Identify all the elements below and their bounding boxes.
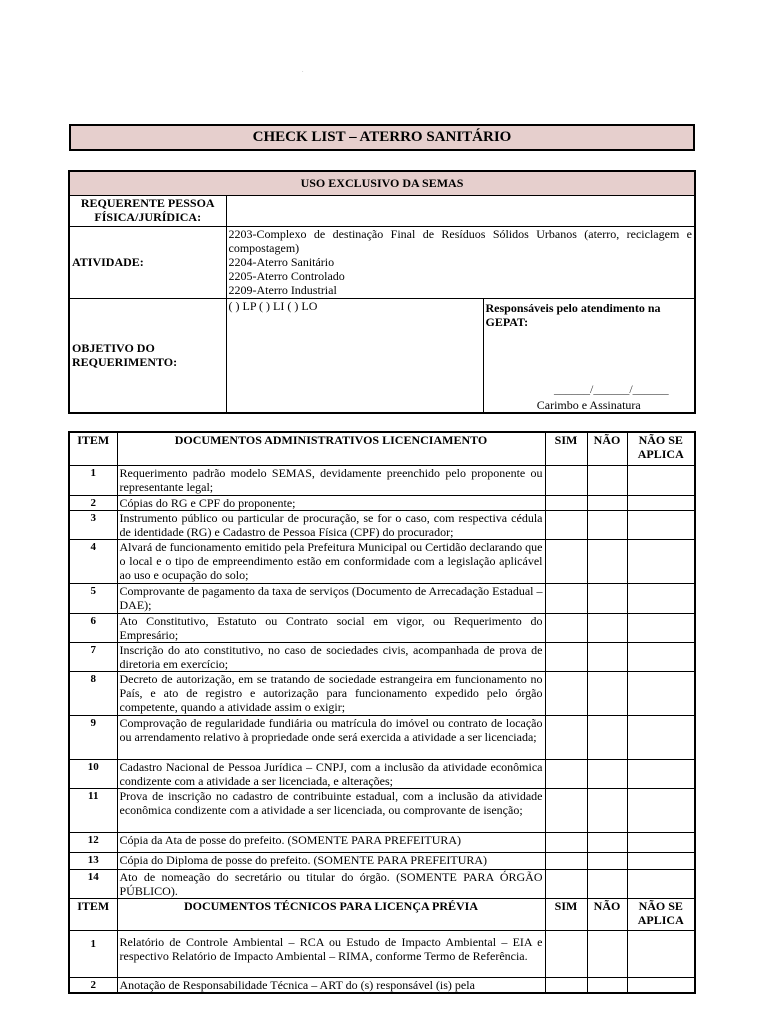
- semas-section-title: USO EXCLUSIVO DA SEMAS: [69, 171, 695, 195]
- col-item-header: ITEM: [69, 432, 117, 465]
- table-row: [69, 832, 695, 852]
- table-row: [69, 510, 695, 539]
- na-checkbox[interactable]: [627, 510, 695, 539]
- row-text: Ato de nomeação do secretário ou titular do órgão. (SOMENTE PARA ÓRGÃO PÚBLICO).: [117, 869, 545, 898]
- sim-checkbox[interactable]: [545, 583, 587, 613]
- col-na-header: NÃO SE APLICA: [627, 898, 695, 930]
- sim-checkbox[interactable]: [545, 832, 587, 852]
- row-text: Decreto de autorização, em se tratando de sociedade estrangeira em funcionamento no País, e ato de registro e autorização para funcionamento expedido pelo órgão competente, quando a atividade assim o exigir;: [117, 671, 545, 715]
- na-checkbox[interactable]: [627, 495, 695, 510]
- na-checkbox[interactable]: [627, 613, 695, 642]
- table-row: [69, 495, 695, 510]
- na-checkbox[interactable]: [627, 759, 695, 788]
- na-checkbox[interactable]: [627, 715, 695, 759]
- row-number: 10: [69, 759, 117, 788]
- row-number: 6: [69, 613, 117, 642]
- row-text: Alvará de funcionamento emitido pela Prefeitura Municipal ou Certidão declarando que o local e o tipo de empreendimento estão em conformidade com a legislação aplicável ao uso e ocupação do solo;: [117, 539, 545, 583]
- col-admin-title-header: DOCUMENTOS ADMINISTRATIVOS LICENCIAMENTO: [117, 432, 545, 465]
- table-row: [69, 465, 695, 495]
- table-row: [69, 788, 695, 832]
- scan-artifact-dot: .: [302, 68, 304, 74]
- requerente-field[interactable]: [226, 195, 695, 226]
- col-sim-header: SIM: [545, 432, 587, 465]
- row-text: Relatório de Controle Ambiental – RCA ou Estudo de Impacto Ambiental – EIA e respectivo Relatório de Impacto Ambiental – RIMA, conforme Termo de Referência.: [117, 930, 545, 977]
- table-row: [69, 613, 695, 642]
- row-text: Instrumento público ou particular de procuração, se for o caso, com respectiva cédula de identidade (RG) e Cadastro de Pessoa Física (CPF) do procurador;: [117, 510, 545, 539]
- na-checkbox[interactable]: [627, 977, 695, 993]
- documents-table: [68, 431, 696, 994]
- sim-checkbox[interactable]: [545, 852, 587, 869]
- sim-checkbox[interactable]: [545, 510, 587, 539]
- table-row: [69, 930, 695, 977]
- na-checkbox[interactable]: [627, 788, 695, 832]
- sim-checkbox[interactable]: [545, 642, 587, 671]
- sim-checkbox[interactable]: [545, 977, 587, 993]
- nao-checkbox[interactable]: [587, 788, 627, 832]
- atividade-label: ATIVIDADE:: [69, 226, 226, 298]
- table-row: [69, 583, 695, 613]
- row-text: Cópia do Diploma de posse do prefeito. (SOMENTE PARA PREFEITURA): [117, 852, 545, 869]
- date-placeholder[interactable]: ______/______/______: [554, 381, 669, 396]
- nao-checkbox[interactable]: [587, 930, 627, 977]
- page-title: CHECK LIST – ATERRO SANITÁRIO: [69, 124, 695, 151]
- nao-checkbox[interactable]: [587, 759, 627, 788]
- sim-checkbox[interactable]: [545, 465, 587, 495]
- table-row: [69, 977, 695, 993]
- row-number: 7: [69, 642, 117, 671]
- objetivo-label: OBJETIVO DO REQUERIMENTO:: [69, 298, 226, 413]
- col-na-header: NÃO SE APLICA: [627, 432, 695, 465]
- na-checkbox[interactable]: [627, 583, 695, 613]
- col-nao-header: NÃO: [587, 898, 627, 930]
- row-text: Cadastro Nacional de Pessoa Jurídica – CNPJ, com a inclusão da atividade econômica condizente com a atividade a ser licenciada, e alterações;: [117, 759, 545, 788]
- sim-checkbox[interactable]: [545, 613, 587, 642]
- row-number: 8: [69, 671, 117, 715]
- table-row: [69, 642, 695, 671]
- row-number: 2: [69, 495, 117, 510]
- nao-checkbox[interactable]: [587, 671, 627, 715]
- na-checkbox[interactable]: [627, 852, 695, 869]
- table-row: [69, 869, 695, 898]
- row-text: Comprovante de pagamento da taxa de serviços (Documento de Arrecadação Estadual – DAE);: [117, 583, 545, 613]
- row-text: Requerimento padrão modelo SEMAS, devidamente preenchido pelo proponente ou representante legal;: [117, 465, 545, 495]
- nao-checkbox[interactable]: [587, 852, 627, 869]
- sim-checkbox[interactable]: [545, 930, 587, 977]
- sim-checkbox[interactable]: [545, 539, 587, 583]
- na-checkbox[interactable]: [627, 465, 695, 495]
- row-text: Prova de inscrição no cadastro de contribuinte estadual, com a inclusão da atividade econômica condizente com a atividade a ser licenciada, ou comprovante de isenção;: [117, 788, 545, 832]
- semas-section: [68, 170, 696, 414]
- sim-checkbox[interactable]: [545, 495, 587, 510]
- table-row: [69, 759, 695, 788]
- atividade-item: 2205-Aterro Controlado: [228, 268, 345, 283]
- nao-checkbox[interactable]: [587, 510, 627, 539]
- table-row: [69, 852, 695, 869]
- na-checkbox[interactable]: [627, 642, 695, 671]
- col-nao-header: NÃO: [587, 432, 627, 465]
- sim-checkbox[interactable]: [545, 671, 587, 715]
- nao-checkbox[interactable]: [587, 539, 627, 583]
- table-row: [69, 539, 695, 583]
- row-number: 2: [69, 977, 117, 993]
- row-text: Ato Constitutivo, Estatuto ou Contrato social em vigor, ou Requerimento do Empresário;: [117, 613, 545, 642]
- requerente-label: REQUERENTE PESSOA FÍSICA/JURÍDICA:: [69, 195, 226, 226]
- nao-checkbox[interactable]: [587, 832, 627, 852]
- row-number: 1: [69, 465, 117, 495]
- objetivo-options[interactable]: ( ) LP ( ) LI ( ) LO: [226, 298, 483, 413]
- row-number: 4: [69, 539, 117, 583]
- row-text: Cópias do RG e CPF do proponente;: [117, 495, 545, 510]
- nao-checkbox[interactable]: [587, 977, 627, 993]
- row-number: 3: [69, 510, 117, 539]
- row-text: Inscrição do ato constitutivo, no caso de sociedades civis, acompanhada de prova de diretoria em exercício;: [117, 642, 545, 671]
- row-number: 1: [69, 930, 117, 977]
- na-checkbox[interactable]: [627, 869, 695, 898]
- col-tecnicos-title-header: DOCUMENTOS TÉCNICOS PARA LICENÇA PRÉVIA: [117, 898, 545, 930]
- col-item-header: ITEM: [69, 898, 117, 930]
- row-number: 9: [69, 715, 117, 759]
- atividade-list: [226, 226, 695, 298]
- sim-checkbox[interactable]: [545, 759, 587, 788]
- row-text: Cópia da Ata de posse do prefeito. (SOMENTE PARA PREFEITURA): [117, 832, 545, 852]
- nao-checkbox[interactable]: [587, 613, 627, 642]
- carimbo-label: Carimbo e Assinatura: [536, 397, 641, 412]
- nao-checkbox[interactable]: [587, 869, 627, 898]
- na-checkbox[interactable]: [627, 832, 695, 852]
- nao-checkbox[interactable]: [587, 583, 627, 613]
- row-number: 12: [69, 832, 117, 852]
- table-row: [69, 671, 695, 715]
- nao-checkbox[interactable]: [587, 642, 627, 671]
- row-number: 13: [69, 852, 117, 869]
- responsaveis-cell: [483, 298, 695, 413]
- na-checkbox[interactable]: [627, 539, 695, 583]
- atividade-item: 2204-Aterro Sanitário: [228, 254, 335, 269]
- sim-checkbox[interactable]: [545, 788, 587, 832]
- row-number: 11: [69, 788, 117, 832]
- responsaveis-label: Responsáveis pelo atendimento na GEPAT:: [485, 300, 661, 329]
- nao-checkbox[interactable]: [587, 465, 627, 495]
- nao-checkbox[interactable]: [587, 495, 627, 510]
- nao-checkbox[interactable]: [587, 715, 627, 759]
- row-text: Anotação de Responsabilidade Técnica – ART do (s) responsável (is) pela: [117, 977, 545, 993]
- atividade-item: 2203-Complexo de destinação Final de Resíduos Sólidos Urbanos (aterro, reciclagem e compostagem): [228, 226, 692, 255]
- atividade-item: 2209-Aterro Industrial: [228, 282, 337, 297]
- table-row: [69, 715, 695, 759]
- sim-checkbox[interactable]: [545, 715, 587, 759]
- row-number: 5: [69, 583, 117, 613]
- row-text: Comprovação de regularidade fundiária ou matrícula do imóvel ou contrato de locação ou arrendamento relativo à propriedade onde será exercida a atividade a ser licenciada;: [117, 715, 545, 759]
- na-checkbox[interactable]: [627, 930, 695, 977]
- col-sim-header: SIM: [545, 898, 587, 930]
- row-number: 14: [69, 869, 117, 898]
- sim-checkbox[interactable]: [545, 869, 587, 898]
- na-checkbox[interactable]: [627, 671, 695, 715]
